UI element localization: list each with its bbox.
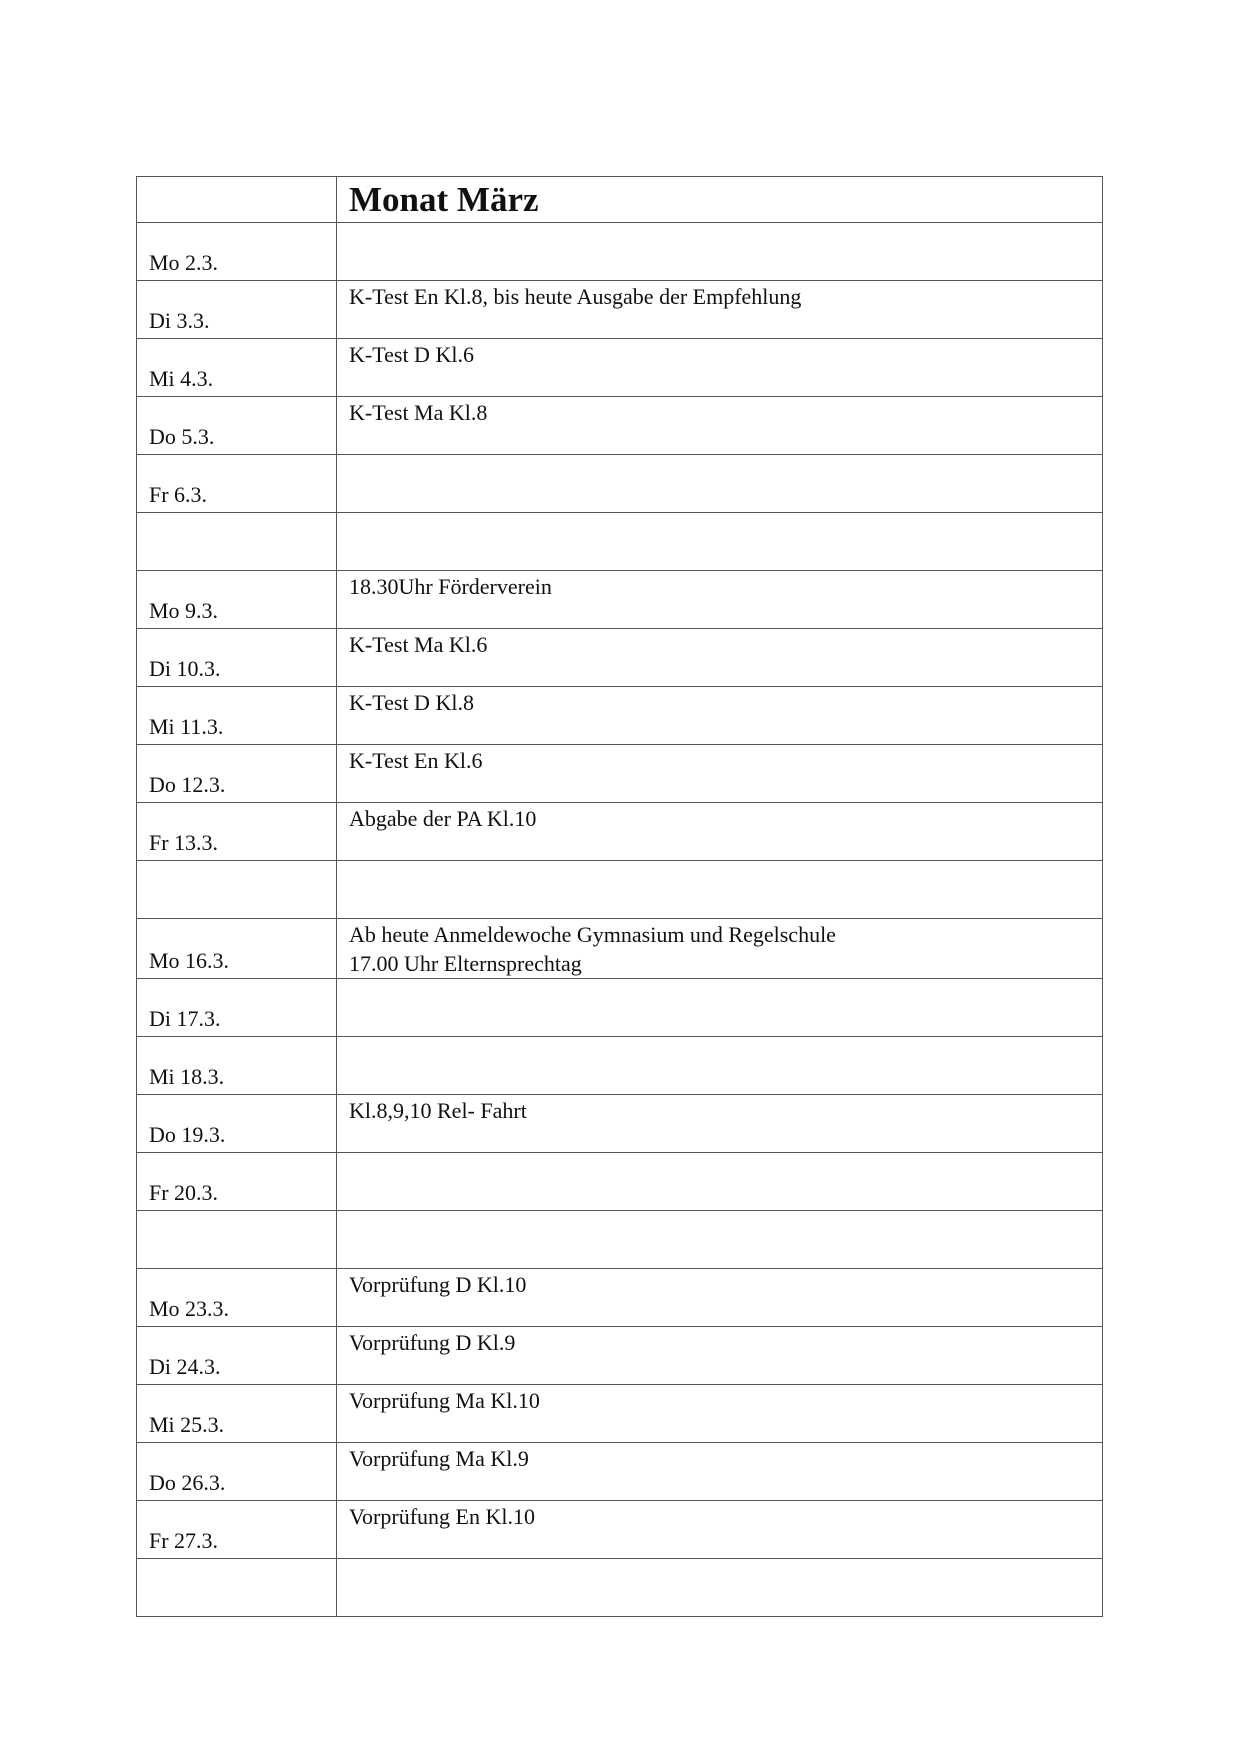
date-cell: Fr 27.3. [137,1501,337,1559]
date-cell: Fr 13.3. [137,803,337,861]
event-text: Vorprüfung En Kl.10 [349,1504,535,1529]
event-text: Kl.8,9,10 Rel- Fahrt [349,1098,527,1123]
event-cell [337,1037,1103,1095]
event-text: 17.00 Uhr Elternsprechtag [349,951,582,976]
day-row [137,1501,1103,1559]
day-row [137,223,1103,281]
event-cell [337,1385,1103,1443]
event-text: Vorprüfung Ma Kl.9 [349,1446,529,1471]
date-cell: Mi 11.3. [137,687,337,745]
event-text: K-Test Ma Kl.6 [349,632,488,657]
date-cell: Di 3.3. [137,281,337,339]
day-row [137,803,1103,861]
date-cell: Do 19.3. [137,1095,337,1153]
month-title: Monat März [337,177,1103,223]
event-text: Vorprüfung D Kl.9 [349,1330,516,1355]
header-row [137,177,1103,223]
event-cell [337,1327,1103,1385]
day-row [137,1037,1103,1095]
date-cell: Fr 20.3. [137,1153,337,1211]
day-row [137,745,1103,803]
calendar-body [137,177,1103,1617]
day-row [137,571,1103,629]
event-cell [337,397,1103,455]
date-cell [137,1559,337,1617]
header-date-cell [137,177,337,223]
event-cell [337,281,1103,339]
event-text: K-Test En Kl.6 [349,748,483,773]
event-text: Vorprüfung D Kl.10 [349,1272,527,1297]
event-cell [337,339,1103,397]
calendar-page [136,176,1102,1617]
date-cell: Di 17.3. [137,979,337,1037]
event-cell [337,1443,1103,1501]
date-cell [137,1211,337,1269]
event-cell [337,1153,1103,1211]
date-cell [137,861,337,919]
event-text: 18.30Uhr Förderverein [349,574,552,599]
date-cell: Fr 6.3. [137,455,337,513]
event-cell [337,861,1103,919]
day-row [137,1211,1103,1269]
event-text: K-Test En Kl.8, bis heute Ausgabe der Empfehlung [349,284,802,309]
date-cell: Di 24.3. [137,1327,337,1385]
event-text: K-Test D Kl.8 [349,690,474,715]
day-row [137,339,1103,397]
day-row [137,1443,1103,1501]
day-row [137,687,1103,745]
event-text: K-Test D Kl.6 [349,342,474,367]
event-cell [337,919,1103,979]
date-cell: Mi 18.3. [137,1037,337,1095]
event-cell [337,513,1103,571]
event-text: Vorprüfung Ma Kl.10 [349,1388,540,1413]
calendar-table [136,176,1103,1617]
day-row [137,1269,1103,1327]
day-row [137,513,1103,571]
event-cell [337,803,1103,861]
date-cell: Mo 2.3. [137,223,337,281]
date-cell: Do 5.3. [137,397,337,455]
event-text: Ab heute Anmeldewoche Gymnasium und Regelschule [349,922,836,947]
day-row [137,397,1103,455]
event-cell [337,455,1103,513]
event-cell [337,1269,1103,1327]
event-text: K-Test Ma Kl.8 [349,400,488,425]
day-row [137,979,1103,1037]
date-cell: Mi 4.3. [137,339,337,397]
day-row [137,629,1103,687]
event-text: Abgabe der PA Kl.10 [349,806,537,831]
day-row [137,1385,1103,1443]
event-cell [337,687,1103,745]
event-cell [337,1501,1103,1559]
day-row [137,1327,1103,1385]
event-cell [337,571,1103,629]
event-cell [337,1095,1103,1153]
event-cell [337,1211,1103,1269]
day-row [137,1559,1103,1617]
date-cell: Do 26.3. [137,1443,337,1501]
event-cell [337,979,1103,1037]
day-row [137,455,1103,513]
event-cell [337,223,1103,281]
day-row [137,861,1103,919]
date-cell: Mo 23.3. [137,1269,337,1327]
event-cell [337,745,1103,803]
date-cell [137,513,337,571]
date-cell: Mo 9.3. [137,571,337,629]
day-row [137,281,1103,339]
day-row [137,919,1103,979]
event-cell [337,1559,1103,1617]
event-cell [337,629,1103,687]
date-cell: Di 10.3. [137,629,337,687]
date-cell: Do 12.3. [137,745,337,803]
day-row [137,1095,1103,1153]
day-row [137,1153,1103,1211]
date-cell: Mi 25.3. [137,1385,337,1443]
date-cell: Mo 16.3. [137,919,337,979]
